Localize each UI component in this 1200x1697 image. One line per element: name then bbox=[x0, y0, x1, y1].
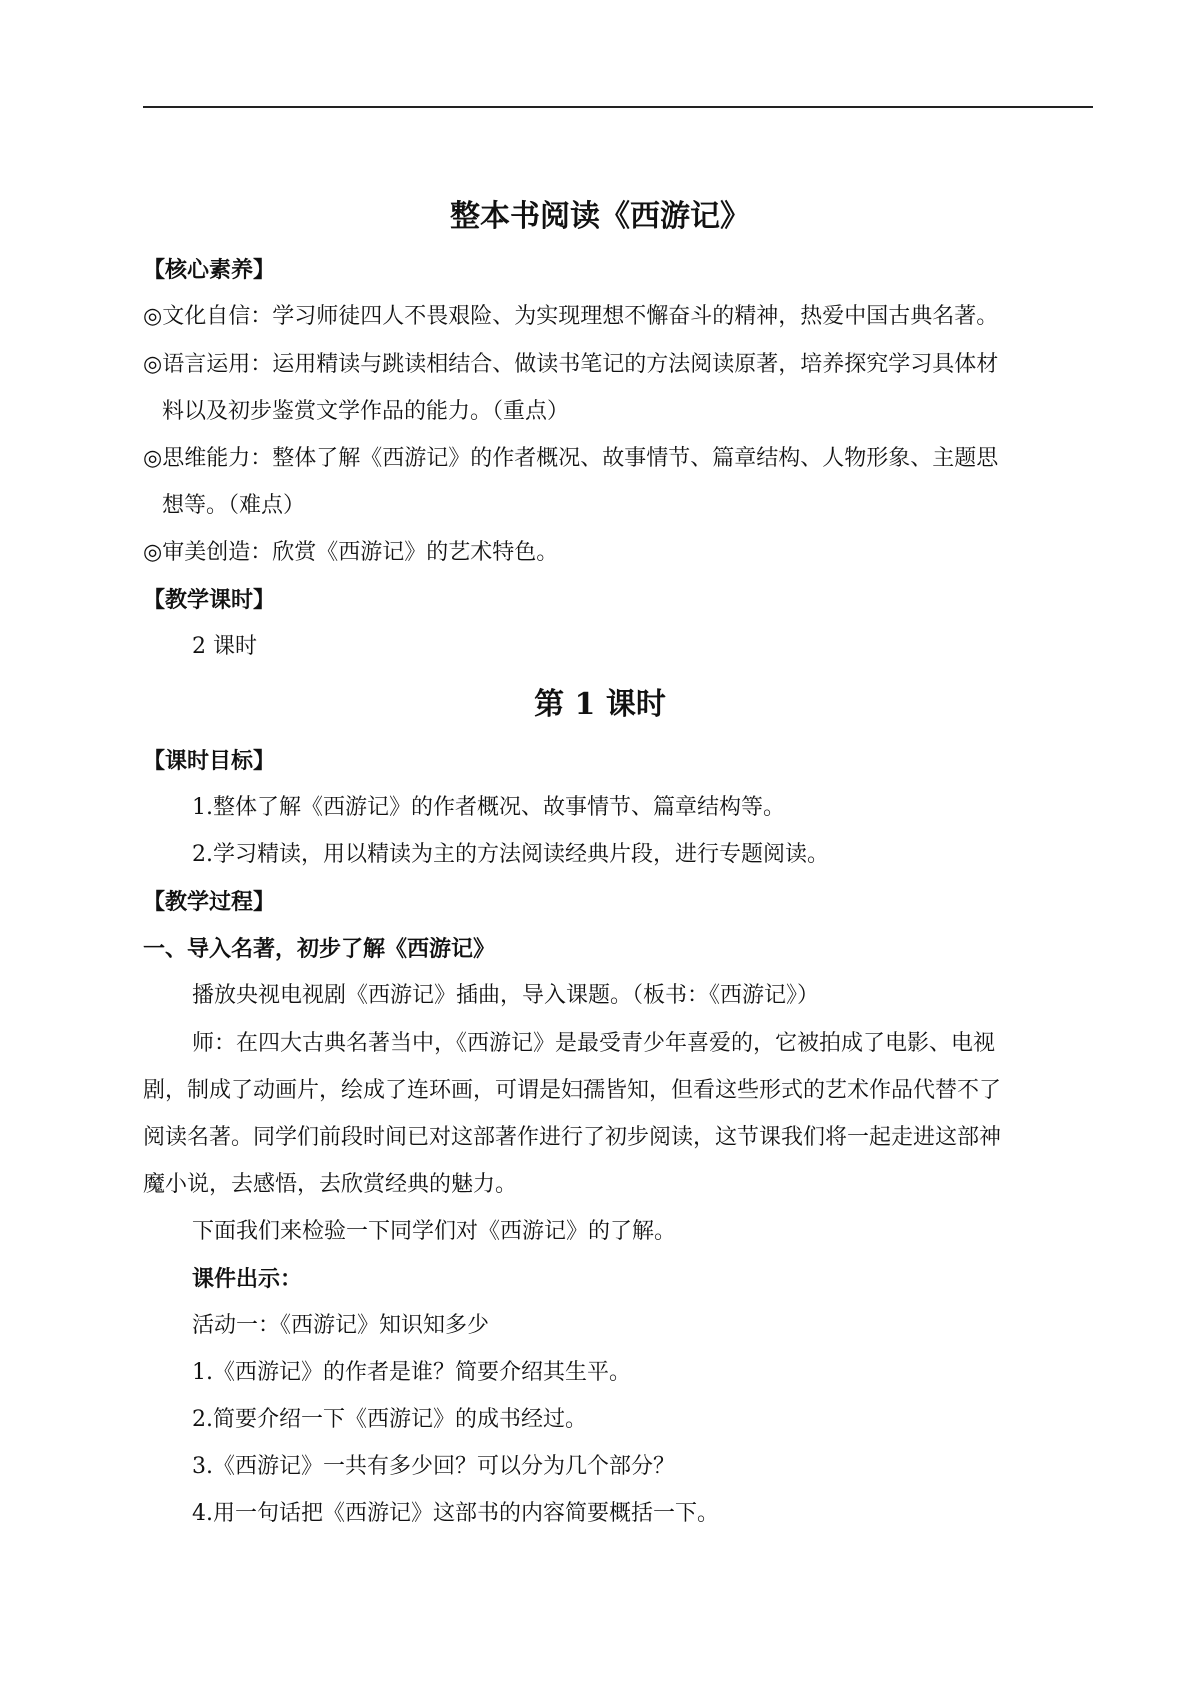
goal-item: 2.学习精读，用以精读为主的方法阅读经典片段，进行专题阅读。 bbox=[192, 842, 829, 867]
core-item-aesthetic: ◎审美创造：欣赏《西游记》的艺术特色。 bbox=[143, 540, 559, 565]
paragraph-check: 下面我们来检验一下同学们对《西游记》的了解。 bbox=[192, 1219, 677, 1244]
core-item-thinking: ◎思维能力：整体了解《西游记》的作者概况、故事情节、篇章结构、人物形象、主题思 bbox=[143, 446, 999, 471]
paragraph-teacher-line: 师：在四大古典名著当中，《西游记》是最受青少年喜爱的，它被拍成了电影、电视 bbox=[192, 1031, 996, 1056]
hours-heading: 【教学课时】 bbox=[143, 587, 276, 613]
core-item-language: ◎语言运用：运用精读与跳读相结合、做读书笔记的方法阅读原著，培养探究学习具体材 bbox=[143, 352, 999, 377]
paragraph-teacher-line: 魔小说，去感悟，去欣赏经典的魅力。 bbox=[143, 1172, 518, 1197]
lesson-title: 第 1 课时 bbox=[534, 687, 666, 722]
core-item-culture: ◎文化自信：学习师徒四人不畏艰险、为实现理想不懈奋斗的精神，热爱中国古典名著。 bbox=[143, 304, 999, 329]
goal-heading: 【课时目标】 bbox=[143, 748, 276, 774]
paragraph-teacher-line: 阅读名著。同学们前段时间已对这部著作进行了初步阅读，这节课我们将一起走进这部神 bbox=[143, 1125, 1002, 1150]
core-item-thinking-cont: 想等。（难点） bbox=[162, 493, 306, 518]
process-heading: 【教学过程】 bbox=[143, 889, 276, 915]
header-rule bbox=[143, 106, 1093, 108]
question-item: 1.《西游记》的作者是谁？简要介绍其生平。 bbox=[192, 1360, 631, 1385]
goal-item: 1.整体了解《西游记》的作者概况、故事情节、篇章结构等。 bbox=[192, 795, 785, 820]
question-item: 3.《西游记》一共有多少回？可以分为几个部分？ bbox=[192, 1454, 675, 1479]
activity-title: 活动一：《西游记》知识知多少 bbox=[192, 1313, 490, 1338]
paragraph-teacher-line: 剧，制成了动画片，绘成了连环画，可谓是妇孺皆知，但看这些形式的艺术作品代替不了 bbox=[143, 1078, 1002, 1103]
part1-heading: 一、导入名著，初步了解《西游记》 bbox=[143, 936, 496, 962]
courseware-label: 课件出示： bbox=[192, 1266, 303, 1292]
core-item-language-cont: 料以及初步鉴赏文学作品的能力。（重点） bbox=[162, 399, 570, 424]
question-item: 4.用一句话把《西游记》这部书的内容简要概括一下。 bbox=[192, 1501, 719, 1526]
document-title: 整本书阅读《西游记》 bbox=[450, 199, 750, 234]
paragraph-intro: 播放央视电视剧《西游记》插曲，导入课题。（板书：《西游记》） bbox=[192, 983, 820, 1008]
core-heading: 【核心素养】 bbox=[143, 257, 276, 283]
hours-value: 2 课时 bbox=[192, 634, 257, 659]
question-item: 2.简要介绍一下《西游记》的成书经过。 bbox=[192, 1407, 587, 1432]
